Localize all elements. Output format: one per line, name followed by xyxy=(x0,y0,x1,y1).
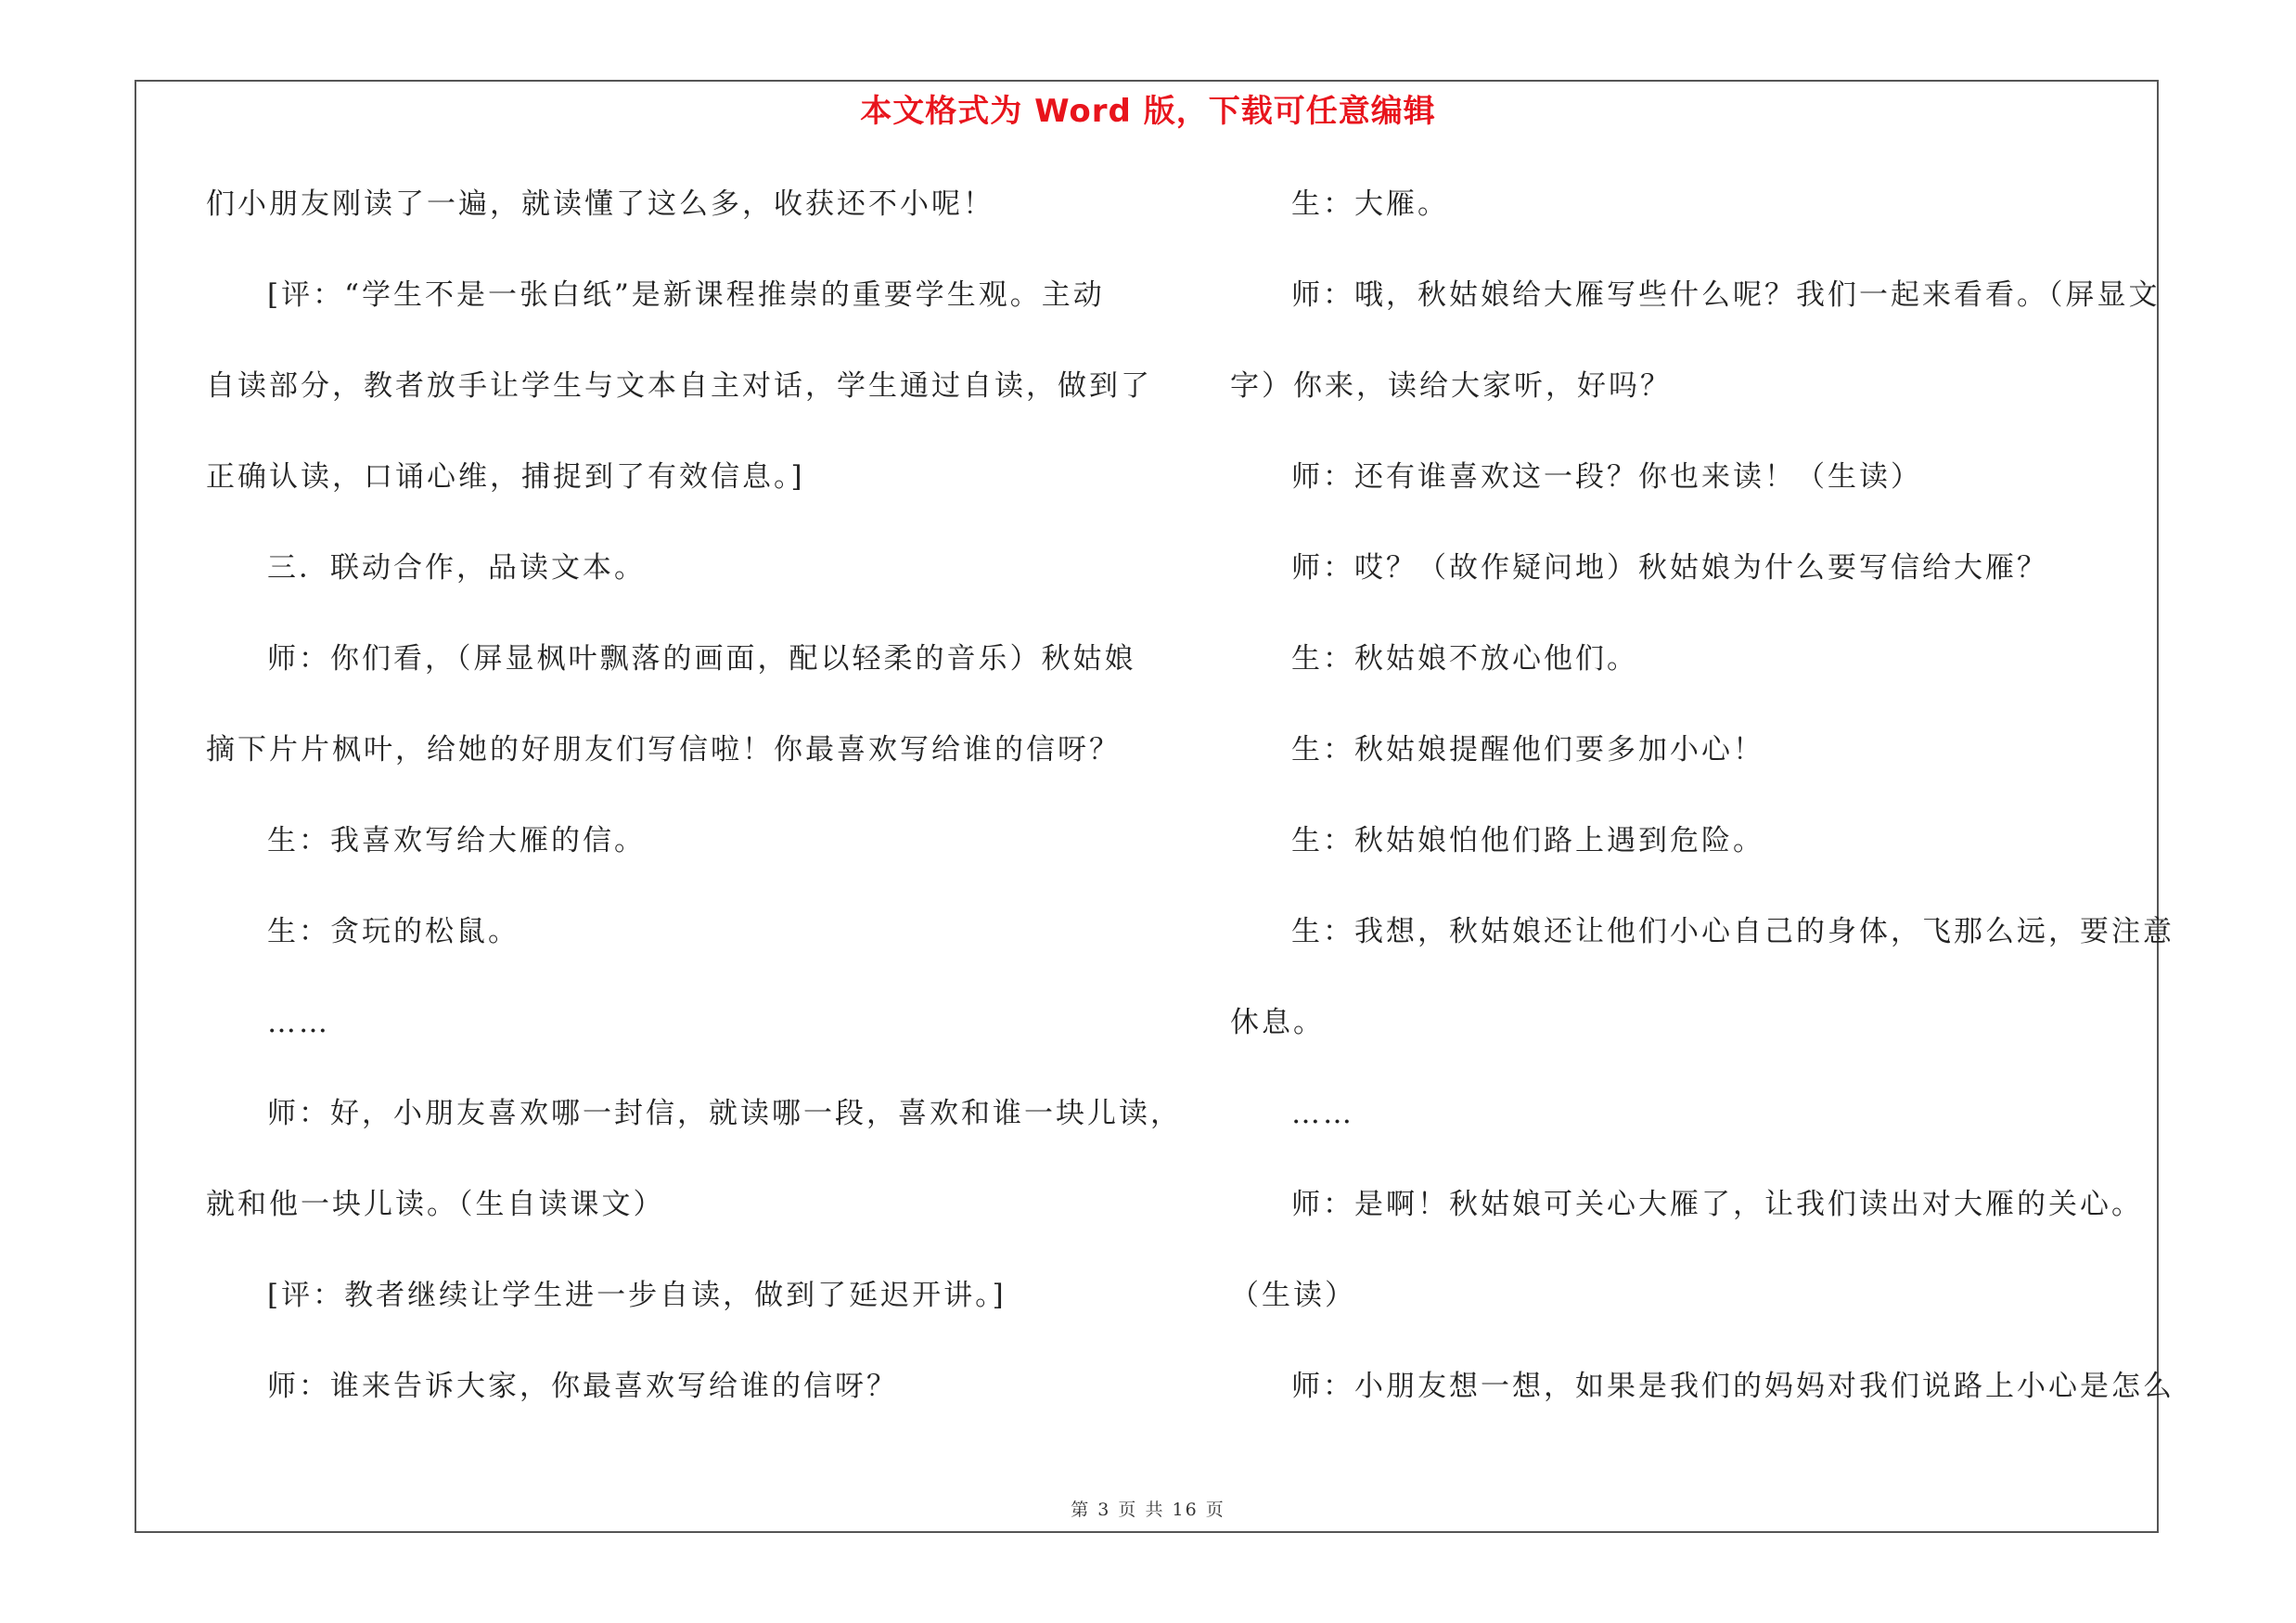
paragraph-line: 师：是啊！秋姑娘可关心大雁了，让我们读出对大雁的关心。 xyxy=(1291,1188,2143,1221)
paragraph-line: 生：贪玩的松鼠。 xyxy=(267,915,519,948)
paragraph-line: （生读） xyxy=(1230,1279,1356,1312)
paragraph-line: 生：我想，秋姑娘还让他们小心自己的身体，飞那么远，要注意 xyxy=(1291,915,2174,948)
paragraph-line: …… xyxy=(267,1006,330,1039)
paragraph-line: 生：秋姑娘不放心他们。 xyxy=(1291,642,1638,676)
paragraph-line: 生：秋姑娘怕他们路上遇到危险。 xyxy=(1291,824,1764,857)
paragraph-line: 字）你来，读给大家听，好吗？ xyxy=(1230,369,1672,403)
paragraph-line: 师：小朋友想一想，如果是我们的妈妈对我们说路上小心是怎么 xyxy=(1291,1370,2174,1403)
format-banner: 本文格式为 Word 版，下载可任意编辑 xyxy=(860,93,1436,130)
paragraph-line: 师：哦，秋姑娘给大雁写些什么呢？我们一起来看看。（屏显文 xyxy=(1291,278,2161,312)
page-number-footer: 第 3 页 共 16 页 xyxy=(1071,1500,1225,1520)
paragraph-line: 三．联动合作，品读文本。 xyxy=(267,551,646,585)
paragraph-line: 就和他一块儿读。（生自读课文） xyxy=(206,1188,665,1221)
paragraph-line: 自读部分，教者放手让学生与文本自主对话，学生通过自读，做到了 xyxy=(206,369,1152,403)
paragraph-line: [评：教者继续让学生进一步自读，做到了延迟开讲。] xyxy=(267,1279,1007,1312)
paragraph-line: 生：我喜欢写给大雁的信。 xyxy=(267,824,646,857)
paragraph-line: 休息。 xyxy=(1230,1006,1325,1039)
paragraph-line: 师：还有谁喜欢这一段？你也来读！（生读） xyxy=(1291,460,1922,494)
paragraph-line: [评：“学生不是一张白纸”是新课程推崇的重要学生观。主动 xyxy=(267,278,1105,312)
paragraph-line: 生：大雁。 xyxy=(1291,187,1449,221)
paragraph-line: …… xyxy=(1291,1097,1354,1130)
paragraph-line: 师：你们看，（屏显枫叶飘落的画面，配以轻柔的音乐）秋姑娘 xyxy=(267,642,1136,676)
paragraph-line: 摘下片片枫叶，给她的好朋友们写信啦！你最喜欢写给谁的信呀？ xyxy=(206,733,1121,766)
paragraph-line: 师：好，小朋友喜欢哪一封信，就读哪一段，喜欢和谁一块儿读， xyxy=(267,1097,1182,1130)
paragraph-line: 生：秋姑娘提醒他们要多加小心！ xyxy=(1291,733,1764,766)
paragraph-line: 师：哎？（故作疑问地）秋姑娘为什么要写信给大雁？ xyxy=(1291,551,2048,585)
paragraph-line: 们小朋友刚读了一遍，就读懂了这么多，收获还不小呢！ xyxy=(206,187,994,221)
paragraph-line: 正确认读，口诵心维，捕捉到了有效信息。] xyxy=(206,460,805,494)
paragraph-line: 师：谁来告诉大家，你最喜欢写给谁的信呀？ xyxy=(267,1370,898,1403)
